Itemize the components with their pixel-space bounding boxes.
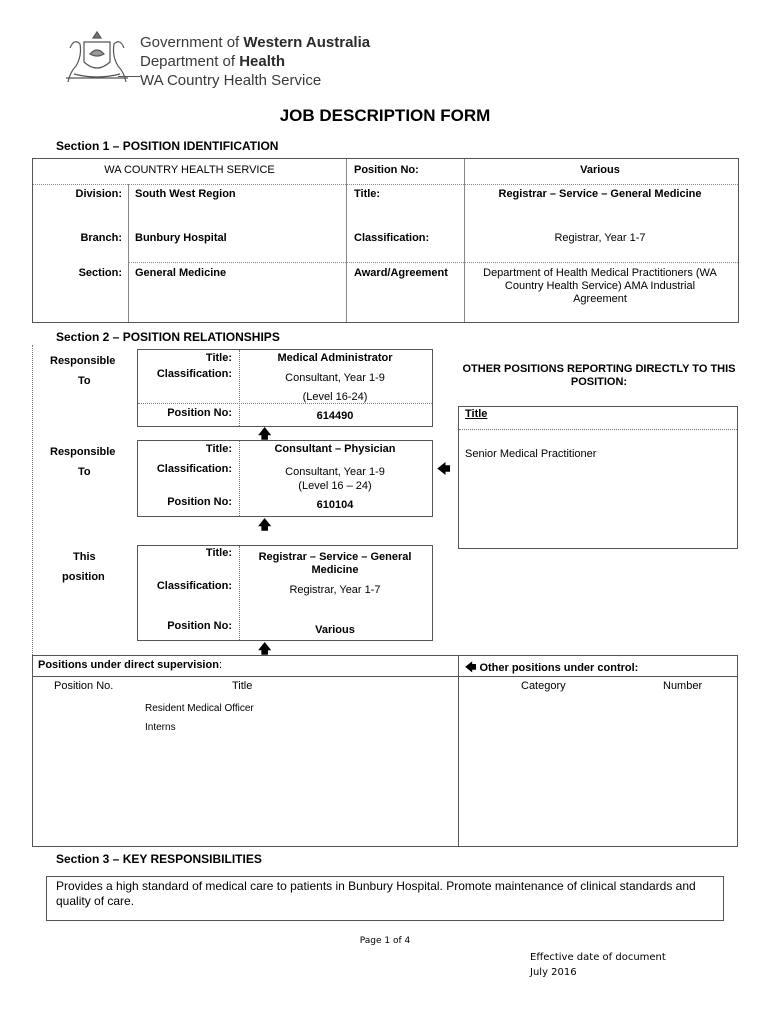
- col-position-no: Position No.: [54, 680, 114, 692]
- other-control-text: Other positions under control:: [479, 662, 639, 674]
- supervised-list: [145, 699, 254, 737]
- box3-class-value: Registrar, Year 1-7: [289, 584, 381, 596]
- arrow-left-icon: 🡄: [437, 461, 451, 476]
- position-no-label: Position No:: [354, 164, 419, 176]
- to-label-2: To: [78, 466, 91, 478]
- other-title-item: Senior Medical Practitioner: [465, 448, 597, 460]
- col-title: Title: [232, 680, 253, 692]
- form-title: JOB DESCRIPTION FORM: [279, 106, 491, 125]
- government-line: [140, 33, 400, 52]
- list-item: Interns: [145, 722, 176, 733]
- classification-value: Registrar, Year 1-7: [554, 232, 646, 244]
- other-title-header: Title: [465, 408, 488, 420]
- box2-posno-label: Position No:: [167, 496, 232, 508]
- division-value: South West Region: [135, 188, 236, 200]
- arrow-up-icon: 🡅: [258, 641, 272, 656]
- col-category: Category: [521, 680, 566, 692]
- other-positions-heading: OTHER POSITIONS REPORTING DIRECTLY TO THIS POSITION:: [462, 363, 736, 388]
- box2-class-value-2: (Level 16 – 24): [298, 480, 372, 492]
- arrow-left-icon: 🡄: [465, 662, 477, 674]
- branch-label: Branch:: [80, 232, 122, 244]
- box2-class-label: Classification:: [156, 463, 232, 475]
- position-no-value: Various: [580, 164, 620, 176]
- department-prefix: Department of: [140, 53, 240, 70]
- box1-class-value-2: (Level 16-24): [302, 391, 368, 403]
- branch-value: Bunbury Hospital: [135, 232, 227, 244]
- col-number: Number: [663, 680, 703, 692]
- direct-supervision-text: Positions under direct supervision: [38, 659, 219, 671]
- award-value: Department of Health Medical Practitioners (WA Country Health Service) AMA Industrial Agreement: [483, 267, 717, 305]
- supervision-table: [32, 655, 738, 847]
- box3-title-label: Title:: [205, 547, 232, 559]
- list-item: Resident Medical Officer: [145, 703, 254, 714]
- box3-posno-label: Position No:: [167, 620, 232, 632]
- box1-class-value-1: Consultant, Year 1-9: [285, 372, 385, 384]
- box1-posno-label: Position No:: [167, 407, 232, 419]
- section1-heading: Section 1 – POSITION IDENTIFICATION: [56, 139, 279, 153]
- section3-heading: Section 3 – KEY RESPONSIBILITIES: [56, 852, 262, 866]
- page-number: Page 1 of 4: [359, 936, 411, 946]
- government-strong: Western Australia: [243, 34, 371, 51]
- division-label: Division:: [75, 188, 122, 200]
- this-position-label-2: position: [62, 571, 105, 583]
- box2-title-label: Title:: [205, 443, 232, 455]
- box2-class-value-1: Consultant, Year 1-9: [285, 466, 385, 478]
- other-control-label: [465, 659, 638, 678]
- box2-title-value: Consultant – Physician: [274, 443, 396, 455]
- department-strong: Health: [239, 53, 286, 70]
- service-name: WA COUNTRY HEALTH SERVICE: [104, 164, 275, 176]
- this-position-label-1: This: [73, 551, 96, 563]
- responsible-to-label-1: Responsible: [50, 355, 116, 367]
- section-value: General Medicine: [135, 267, 227, 279]
- box2-posno-value: 610104: [316, 499, 354, 511]
- arrow-up-icon: 🡅: [258, 426, 272, 441]
- box1-posno-value: 614490: [316, 410, 354, 422]
- effective-date: July 2016: [530, 967, 577, 978]
- classification-label: Classification:: [354, 232, 430, 244]
- box3-title-value: Registrar – Service – General Medicine: [258, 551, 412, 576]
- box3-class-label: Classification:: [156, 580, 232, 592]
- box1-class-label: Classification:: [156, 368, 232, 380]
- direct-supervision-colon: :: [218, 659, 222, 671]
- logo-underline: [118, 76, 140, 77]
- arrow-up-icon: 🡅: [258, 517, 272, 532]
- direct-supervision-label: [38, 659, 222, 671]
- other-positions-box: [458, 406, 738, 549]
- section-label: Section:: [78, 267, 122, 279]
- award-label: Award/Agreement: [354, 267, 448, 279]
- title-label: Title:: [354, 188, 381, 200]
- government-prefix: Government of: [140, 34, 244, 51]
- box3-posno-value: Various: [315, 624, 355, 636]
- to-label-1: To: [78, 375, 91, 387]
- service-line: WA Country Health Service: [140, 72, 322, 89]
- section2-heading: Section 2 – POSITION RELATIONSHIPS: [56, 330, 280, 344]
- title-value: Registrar – Service – General Medicine: [498, 188, 702, 200]
- responsible-to-label-2: Responsible: [50, 446, 116, 458]
- box1-title-label: Title:: [205, 352, 232, 364]
- box1-title-value: Medical Administrator: [277, 352, 393, 364]
- effective-date-label: Effective date of document: [530, 952, 666, 963]
- organization-name: [140, 33, 400, 90]
- key-responsibilities-text: Provides a high standard of medical care to patients in Bunbury Hospital. Promote maintenance of clinical standards and quality of care.: [56, 879, 696, 908]
- department-line: [140, 52, 400, 71]
